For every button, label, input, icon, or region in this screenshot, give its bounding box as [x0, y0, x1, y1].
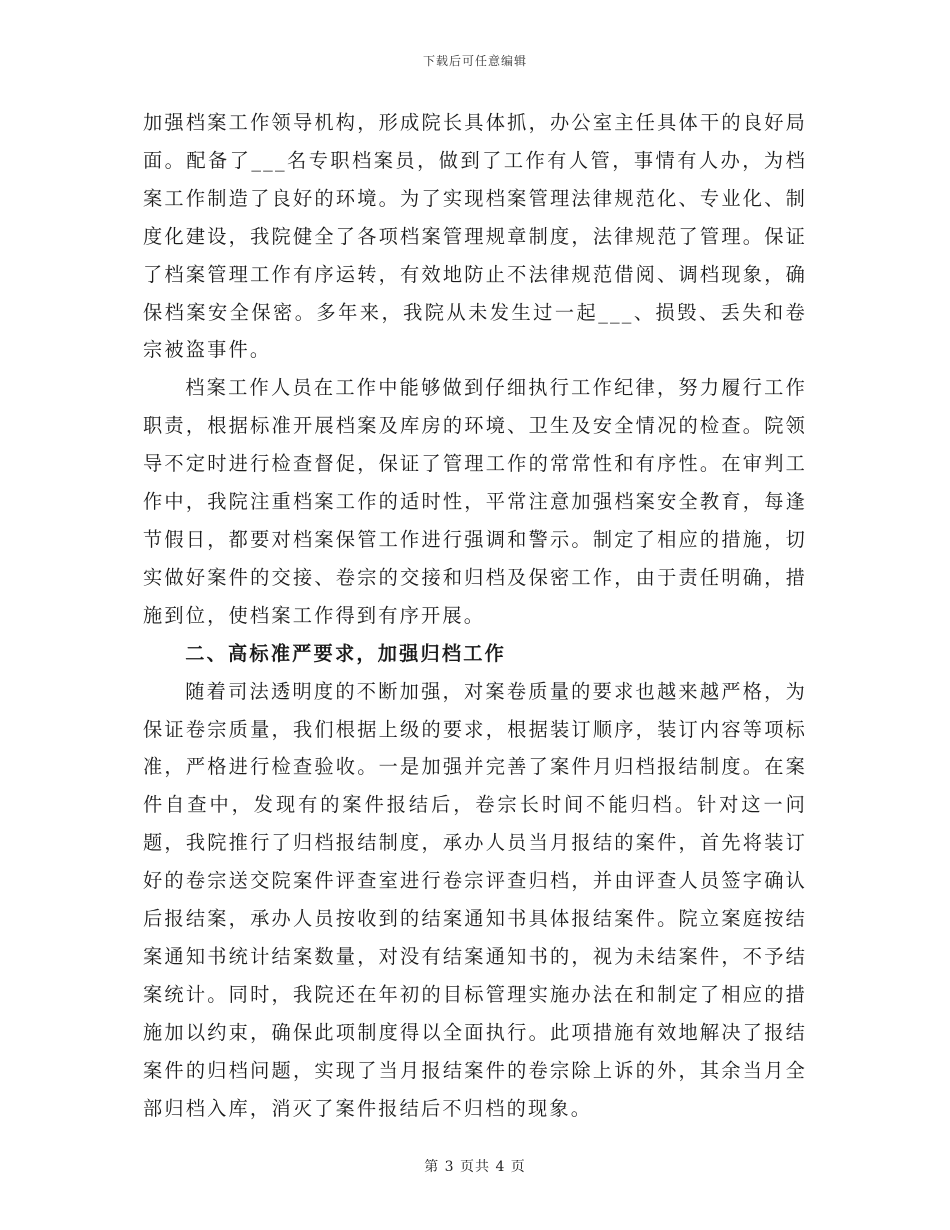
page-footer: 第 3 页共 4 页 [424, 1159, 526, 1175]
body-paragraph-2: 档案工作人员在工作中能够做到仔细执行工作纪律，努力履行工作职责，根据标准开展档案及库房的环境、卫生及安全情况的检查。院领导不定时进行检查督促，保证了管理工作的常常性和有序性。在审判工作中，我院注重档案工作的适时性，平常注意加强档案安全教育，每逢节假日，都要对档案保管工作进行强调和警示。制定了相应的措施，切实做好案件的交接、卷宗的交接和归档及保密工作，由于责任明确，措施到位，使档案工作得到有序开展。 [143, 376, 807, 627]
document-body [143, 104, 807, 1127]
body-paragraph-3: 随着司法透明度的不断加强，对案卷质量的要求也越来越严格，为保证卷宗质量，我们根据上级的要求，根据装订顺序，装订内容等项标准，严格进行检查验收。一是加强并完善了案件月归档报结制度。在案件自查中，发现有的案件报结后，卷宗长时间不能归档。针对这一问题，我院推行了归档报结制度，承办人员当月报结的案件，首先将装订好的卷宗送交院案件评查室进行卷宗评查归档，并由评查人员签字确认后报结案，承办人员按收到的结案通知书具体报结案件。院立案庭按结案通知书统计结案数量，对没有结案通知书的，视为未结案件，不予结案统计。同时，我院还在年初的目标管理实施办法在和制定了相应的措施加以约束，确保此项制度得以全面执行。此项措施有效地解决了报结案件的归档问题，实现了当月报结案件的卷宗除上诉的外，其余当月全部归档入库，消灭了案件报结后不归档的现象。 [143, 679, 807, 1120]
body-paragraph-1: 加强档案工作领导机构，形成院长具体抓，办公室主任具体干的良好局面。配备了___名专职档案员，做到了工作有人管，事情有人办，为档案工作制造了良好的环境。为了实现档案管理法律规范化、专业化、制度化建设，我院健全了各项档案管理规章制度，法律规范了管理。保证了档案管理工作有序运转，有效地防止不法律规范借阅、调档现象，确保档案安全保密。多年来，我院从未发生过一起___、损毁、丢失和卷宗被盗事件。 [143, 111, 807, 362]
page-header: 下载后可任意编辑 [422, 54, 527, 68]
section-heading: 二、高标准严要求，加强归档工作 [185, 641, 507, 665]
